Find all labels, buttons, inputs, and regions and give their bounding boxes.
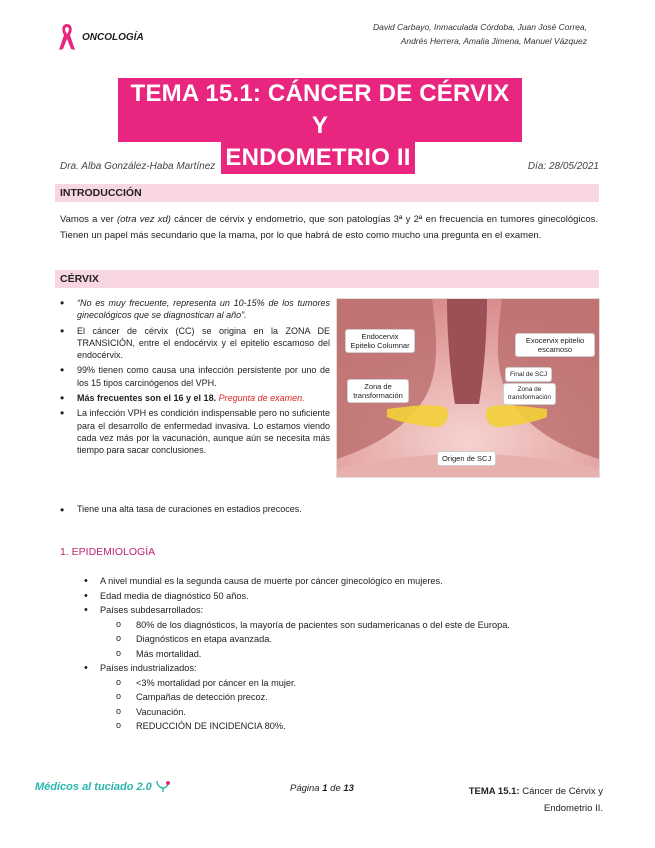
- list-item: [60, 364, 330, 389]
- label-zona-1: Zona de: [364, 382, 392, 391]
- stethoscope-icon: [155, 780, 171, 794]
- intro-text-start: Vamos a ver: [60, 214, 117, 225]
- authors-line-1: David Carbayo, Inmaculada Córdoba, Juan José Correa,: [372, 22, 587, 32]
- list-item: [60, 325, 330, 362]
- footer-topic: [433, 783, 603, 817]
- epidemiology-heading: 1. EPIDEMIOLOGÍA: [60, 546, 156, 558]
- label-exocervix: [515, 333, 595, 357]
- list-item: o Más mortalidad.: [96, 647, 596, 662]
- label-exocervix-2: escamoso: [537, 345, 573, 354]
- pink-ribbon-icon: [58, 22, 76, 52]
- label-endocervix-2: Epitelio Columnar: [350, 341, 410, 350]
- list-item: [60, 504, 302, 514]
- cervix-section-bar: [55, 270, 599, 288]
- intro-text-italic: (otra vez xd): [116, 214, 171, 225]
- label-final-scj: Final de SCJ: [505, 367, 552, 382]
- list-item: o Campañas de detección precoz.: [96, 690, 596, 705]
- label-zona-small-2: transformación: [508, 394, 551, 401]
- epidemiology-list: [96, 574, 596, 734]
- footer-logo: [35, 780, 171, 794]
- list-item: o <3% mortalidad por cáncer en la mujer.: [96, 676, 596, 691]
- title-line-1: TEMA 15.1: CÁNCER DE CÉRVIX Y: [118, 78, 522, 142]
- page-title: [118, 78, 518, 174]
- intro-text-rest: cáncer de cérvix y endometrio, que son patologías 3ª y 2ª en frecuencia en tumores ginecológicos. Tienen un papel más secundario que la mama, por lo que habrá de esto como mucho una pregunta en el examen.: [60, 214, 598, 241]
- class-date: Día: 28/05/2021: [527, 161, 599, 172]
- list-item: [60, 407, 330, 456]
- cervix-vph-text: 99% tienen como causa una infección persistente por uno de los 15 tipos carcinógenos del VPH.: [77, 365, 330, 388]
- footer-logo-text: Médicos al tuciado 2.0: [35, 780, 152, 793]
- cervix-infection-text: La infección VPH es condición indispensable pero no suficiente para el desarrollo de enfermedad invasiva. Lo estamos viendo cada vez más por la vacunación, aunque aún se necesita más tiempo para sacar conclusiones.: [77, 408, 330, 456]
- title-line-2: ENDOMETRIO II: [221, 142, 415, 174]
- label-endocervix: [345, 329, 415, 353]
- label-origen-scj: Origen de SCJ: [437, 451, 496, 466]
- footer-topic-line2: Endometrio II.: [543, 803, 603, 814]
- exam-note: Pregunta de examen.: [218, 393, 305, 404]
- label-zona-small: [503, 383, 556, 405]
- intro-heading: INTRODUCCIÓN: [60, 187, 142, 199]
- label-zona-transformacion: [347, 379, 409, 403]
- label-zona-small-1: Zona de: [517, 386, 542, 393]
- list-item: o 80% de los diagnósticos, la mayoría de pacientes son sudamericanas o del este de Europa.: [96, 618, 596, 633]
- list-item: • Edad media de diagnóstico 50 años.: [96, 589, 596, 604]
- cervix-quote: “No es muy frecuente, representa un 10-15% de los tumores ginecológicos que se diagnostican al año”.: [77, 298, 330, 321]
- list-item: [60, 297, 330, 322]
- page-total: 13: [343, 783, 354, 794]
- page-number: [290, 783, 354, 794]
- page-current: 1: [322, 783, 328, 794]
- list-item: • Países industrializados:: [96, 661, 596, 676]
- list-item: o Diagnósticos en etapa avanzada.: [96, 632, 596, 647]
- teacher-name: Dra. Alba González-Haba Martínez: [60, 161, 216, 172]
- label-endocervix-1: Endocervix: [361, 332, 399, 341]
- authors-line-2: Andrés Herrera, Amalia Jimena, Manuel Vázquez: [400, 36, 587, 46]
- list-item: • Países subdesarrollados:: [96, 603, 596, 618]
- label-zona-2: transformación: [353, 391, 403, 400]
- list-item: o REDUCCIÓN DE INCIDENCIA 80%.: [96, 719, 596, 734]
- cervix-diagram: [336, 298, 600, 478]
- intro-paragraph: [60, 212, 598, 244]
- list-item: [60, 392, 330, 404]
- cervix-types-bold: Más frecuentes son el 16 y el 18.: [77, 393, 217, 404]
- cervix-cure-text: Tiene una alta tasa de curaciones en estadios precoces.: [77, 504, 302, 514]
- footer-topic-bold: TEMA 15.1:: [468, 786, 520, 797]
- authors: [327, 20, 587, 48]
- list-item: o Vacunación.: [96, 705, 596, 720]
- page-label: Página: [290, 783, 320, 794]
- cervix-heading: CÉRVIX: [60, 273, 99, 285]
- label-exocervix-1: Exocervix epitelio: [525, 336, 585, 345]
- cervix-bullet-list: [60, 297, 330, 460]
- footer-topic-line1: Cáncer de Cérvix y: [522, 786, 603, 797]
- specialty-label: ONCOLOGÍA: [82, 32, 144, 43]
- list-item: • A nivel mundial es la segunda causa de muerte por cáncer ginecológico en mujeres.: [96, 574, 596, 589]
- cervix-origin-text: El cáncer de cérvix (CC) se origina en la ZONA DE TRANSICIÓN, entre el endocérvix y el epitelio escamoso del endocérvix.: [77, 325, 330, 361]
- page-of: de: [330, 783, 341, 794]
